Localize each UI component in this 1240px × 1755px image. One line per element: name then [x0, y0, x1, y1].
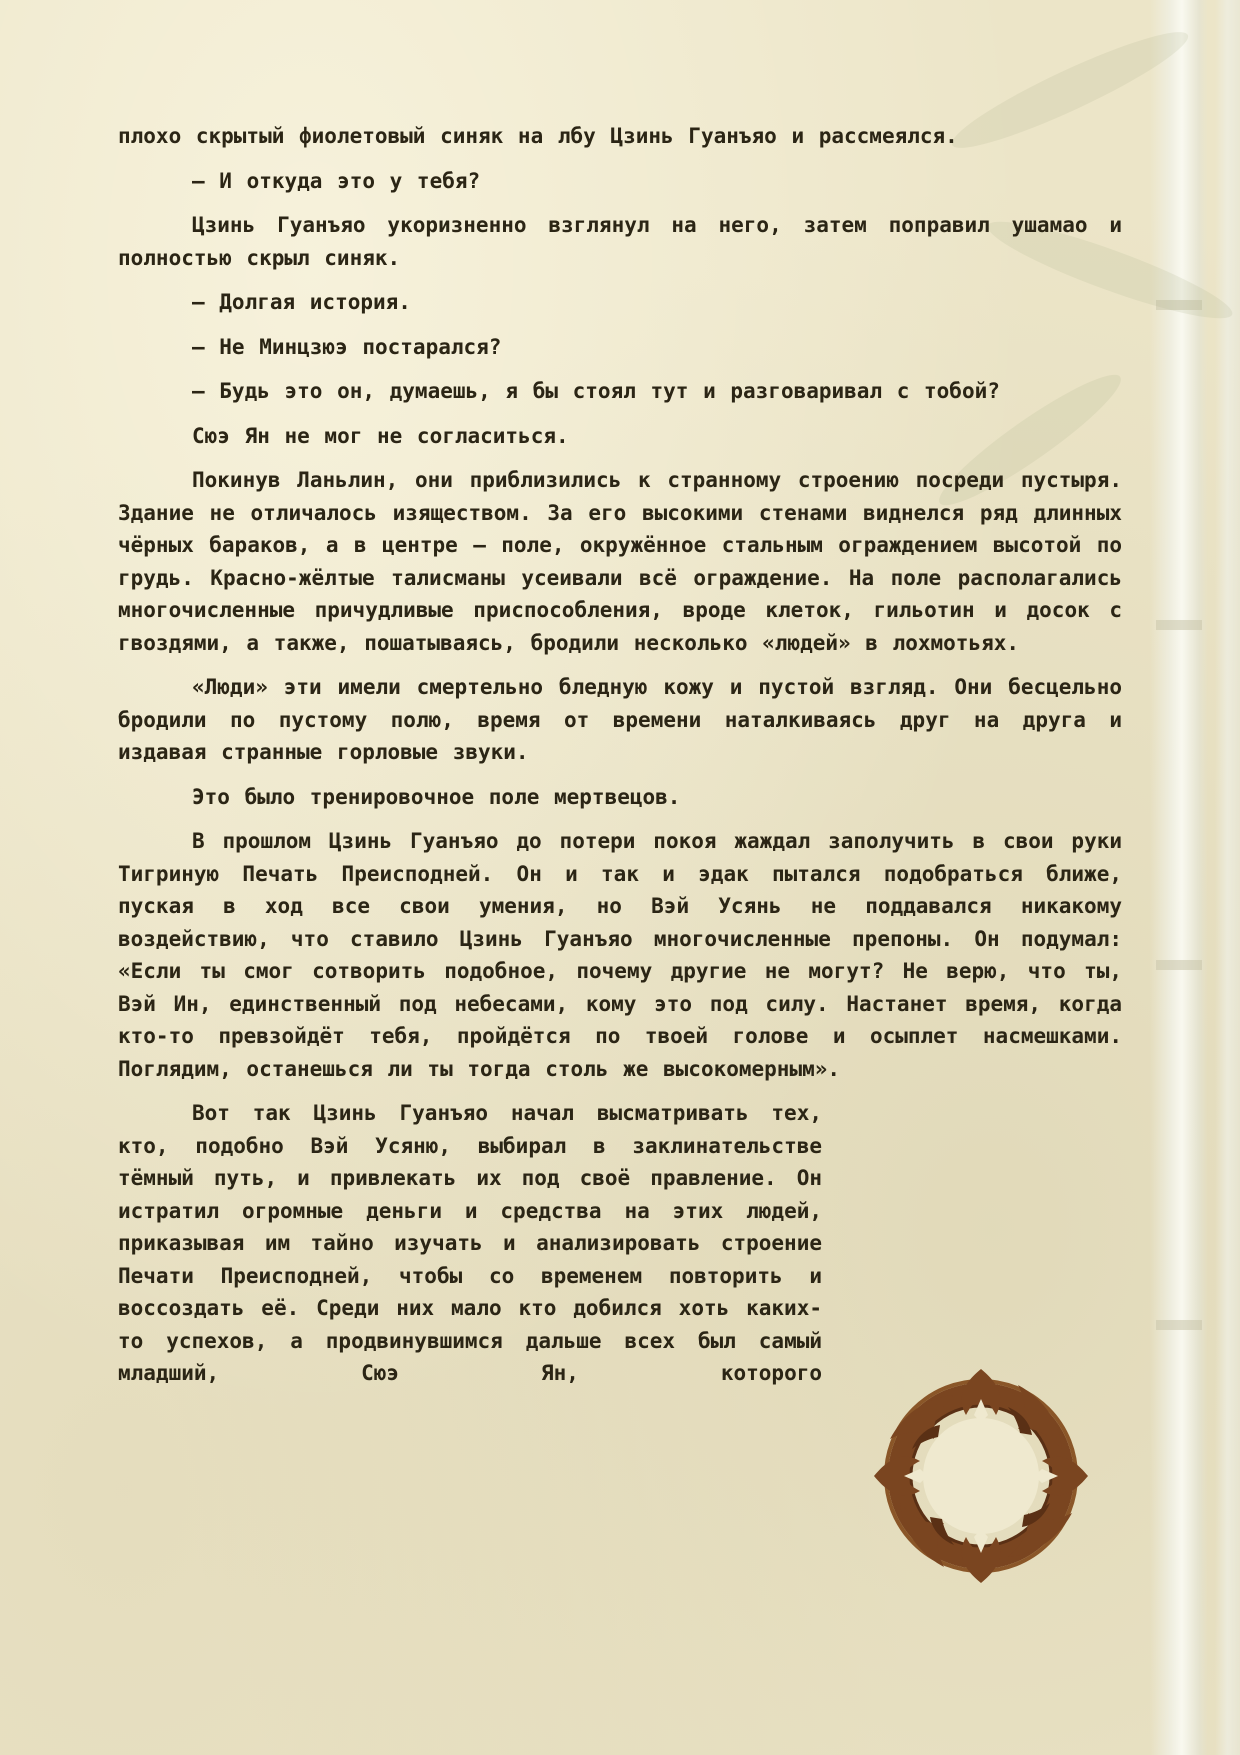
paragraph: Цзинь Гуанъяо укоризненно взглянул на него, затем поправил ушамао и полностью скрыл синяк. — [118, 213, 1122, 270]
bamboo-stalk-decoration — [1150, 0, 1208, 1755]
bamboo-stalk-decoration-2 — [1215, 0, 1240, 1755]
paragraph: В прошлом Цзинь Гуанъяо до потери покоя жаждал заполучить в свои руки Тигриную Печать Преисподней. Он и так и эдак пытался подобраться ближе, пуская в ход все свои умения, но Вэй Усянь не поддавался никакому воздействию, что ставило Цзинь Гуанъяо многочисленные препоны. Он подумал: «Если ты смог сотворить подобное, почему другие не могут? Не верю, что ты, Вэй Ин, единственный под небесами, кому это под силу. Настанет время, когда кто-то превзойдёт тебя, пройдётся по твоей голове и осыплет насмешками. Поглядим, останешься ли ты тогда столь же высокомерным». — [118, 829, 1122, 1081]
paragraph: Покинув Ланьлин, они приблизились к странному строению посреди пустыря. Здание не отличалось изяществом. За его высокими стенами виднелся ряд длинных чёрных бараков, а в центре — поле, окружённое стальным ограждением высотой по грудь. Красно-жёлтые талисманы усеивали всё ограждение. На поле располагались многочисленные причудливые приспособления, вроде клеток, гильотин и досок с гвоздями, а также, пошатываясь, бродили несколько «людей» в лохмотьях. — [118, 468, 1122, 655]
paragraph: — Будь это он, думаешь, я бы стоял тут и разговаривал с тобой? — [192, 379, 1000, 403]
document-body — [118, 120, 1122, 1445]
ornamental-ring-icon — [868, 1363, 1094, 1589]
paragraph: — Долгая история. — [192, 290, 411, 314]
paragraph: «Люди» эти имели смертельно бледную кожу и пустой взгляд. Они бесцельно бродили по пустому полю, время от времени наталкиваясь друг на друга и издавая странные горловые звуки. — [118, 675, 1122, 764]
paragraph: Это было тренировочное поле мертвецов. — [192, 784, 681, 809]
paragraph: — Не Минцзюэ постарался? — [192, 334, 502, 359]
paragraph: плохо скрытый фиолетовый синяк на лбу Цзинь Гуанъяо и рассмеялся. — [118, 124, 958, 148]
paragraph: Сюэ Ян не мог не согласиться. — [192, 423, 569, 448]
paragraph: — И откуда это у тебя? — [192, 168, 481, 193]
paragraph: Вот так Цзинь Гуанъяо начал высматривать тех, кто, подобно Вэй Усяню, выбирал в заклинательстве тёмный путь, и привлекать их под своё правление. Он истратил огромные деньги и средства на этих людей, приказывая им тайно изучать и анализировать строение Печати Преисподней, чтобы со временем повторить и воссоздать её. Среди них мало кто добился хоть каких-то успехов, а продвинувшимся дальше всех был самый младший, Сюэ Ян, которого — [118, 1101, 822, 1385]
